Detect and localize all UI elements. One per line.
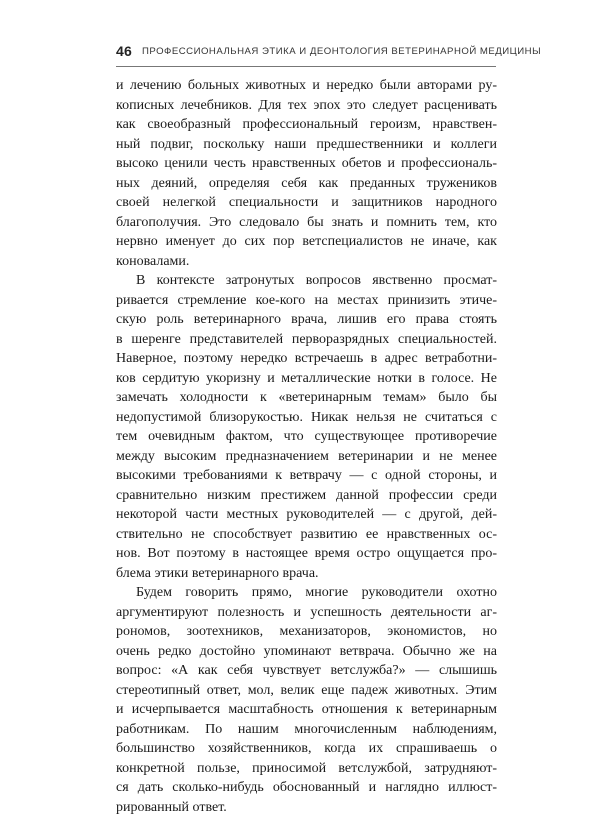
header-divider bbox=[116, 66, 496, 67]
text-line: в шеренге представителей перворазрядных специальностей. bbox=[116, 330, 497, 350]
running-title: ПРОФЕССИОНАЛЬНАЯ ЭТИКА И ДЕОНТОЛОГИЯ ВЕТЕРИНАРНОЙ МЕДИЦИНЫ bbox=[142, 46, 541, 57]
text-line: нов. Вот поэтому в настоящее время остро ощущается про- bbox=[116, 544, 497, 564]
text-line: между высоким предназначением ветеринарии и не менее bbox=[116, 447, 497, 467]
text-line: благополучия. Это следовало бы знать и помнить тем, кто bbox=[116, 213, 497, 233]
text-line: кописных лечебников. Для тех эпох это следует расценивать bbox=[116, 96, 497, 116]
text-line: Будем говорить прямо, многие руководители охотно bbox=[116, 583, 497, 603]
text-line: ных деяний, определяя себя как преданных тружеников bbox=[116, 174, 497, 194]
text-line: своей нелегкой специальности и защитников народного bbox=[116, 193, 497, 213]
text-line: рономов, зоотехников, механизаторов, экономистов, но bbox=[116, 622, 497, 642]
text-line: работникам. По нашим многочисленным наблюдениям, bbox=[116, 720, 497, 740]
body-text bbox=[116, 76, 497, 817]
text-line: ный подвиг, поскольку наши предшественники и коллеги bbox=[116, 135, 497, 155]
text-line: ся дать сколько-нибудь обоснованный и наглядно иллюст- bbox=[116, 778, 497, 798]
text-line: и лечению больных животных и нередко были авторами ру- bbox=[116, 76, 497, 96]
text-line: блема этики ветеринарного врача. bbox=[116, 564, 497, 584]
text-line: как своеобразный профессиональный героизм, нравствен- bbox=[116, 115, 497, 135]
text-line: В контексте затронутых вопросов явственно просмат- bbox=[116, 271, 497, 291]
text-line: конкретной пользе, приносимой ветслужбой, затрудняют- bbox=[116, 759, 497, 779]
text-line: некоторой части местных руководителей — с другой, дей- bbox=[116, 505, 497, 525]
text-line: Наверное, поэтому нередко встречаешь в адрес ветработни- bbox=[116, 349, 497, 369]
running-head bbox=[116, 38, 496, 64]
text-line: нервно именует до сих пор ветспециалистов не иначе, как bbox=[116, 232, 497, 252]
text-line: недопустимой близорукостью. Никак нельзя не считаться с bbox=[116, 408, 497, 428]
text-line: ков сердитую укоризну и металлические нотки в голосе. Не bbox=[116, 369, 497, 389]
text-line: замечать холодности к «ветеринарным темам» было бы bbox=[116, 388, 497, 408]
text-line: рированный ответ. bbox=[116, 798, 497, 817]
text-line: ствительно не способствует развитию ее нравственных ос- bbox=[116, 525, 497, 545]
text-line: вопрос: «А как себя чувствует ветслужба?» — слышишь bbox=[116, 661, 497, 681]
page-number: 46 bbox=[116, 43, 132, 59]
text-line: скую роль ветеринарного врача, лишив его права стоять bbox=[116, 310, 497, 330]
text-line: ривается стремление кое-кого на местах принизить этиче- bbox=[116, 291, 497, 311]
text-line: тем очевидным фактом, что существующее противоречие bbox=[116, 427, 497, 447]
text-line: и исчерпывается масштабность отношения к ветеринарным bbox=[116, 700, 497, 720]
text-line: высокими требованиями к ветврачу — с одной стороны, и bbox=[116, 466, 497, 486]
text-line: сравнительно низким престижем данной профессии среди bbox=[116, 486, 497, 506]
text-line: высоко ценили честь нравственных обетов и профессиональ- bbox=[116, 154, 497, 174]
text-line: аргументируют полезность и успешность деятельности аг- bbox=[116, 603, 497, 623]
text-line: коновалами. bbox=[116, 252, 497, 272]
text-line: стереотипный ответ, мол, велик еще падеж животных. Этим bbox=[116, 681, 497, 701]
text-line: очень редко достойно упоминают ветврача. Обычно же на bbox=[116, 642, 497, 662]
text-line: большинство хозяйственников, когда их спрашиваешь о bbox=[116, 739, 497, 759]
